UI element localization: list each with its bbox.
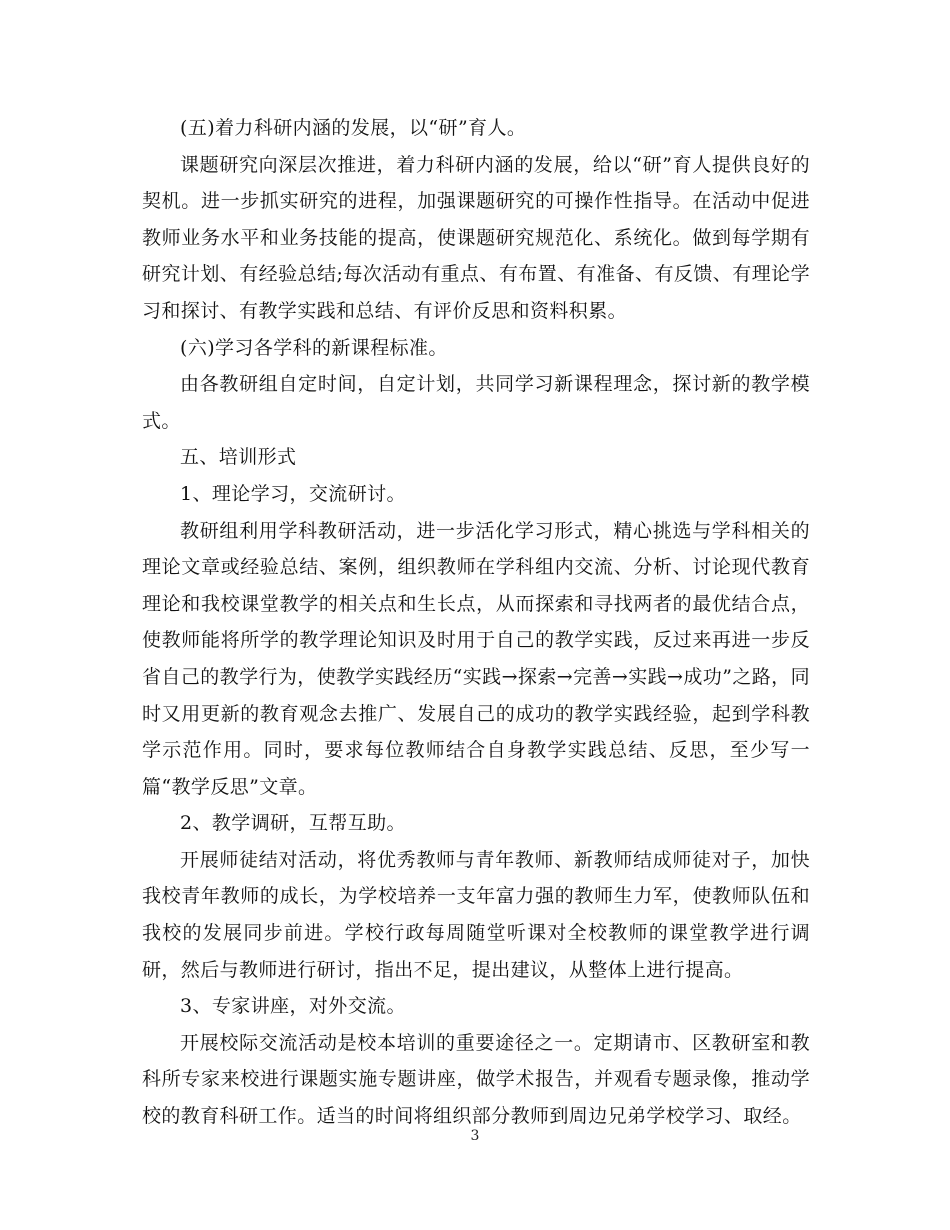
- subheading-teaching-research: 2、教学调研，互帮互助。: [180, 812, 406, 835]
- body-paragraph: 开展校际交流活动是校本培训的重要途径之一。定期请市、区教研室和教科所专家来校进行课题实施专题讲座，做学术报告，并观看专题录像，推动学校的教育科研工作。适当的时间将组织部分教师到周边兄弟学校学习、取经。: [142, 1031, 810, 1128]
- section-heading-five: (五)着力科研内涵的发展，以“研”育人。: [180, 117, 527, 139]
- section-heading-six: (六)学习各学科的新课程标准。: [180, 336, 448, 359]
- subheading-expert-lectures: 3、专家讲座，对外交流。: [180, 995, 406, 1018]
- page-number: 3: [470, 1128, 480, 1144]
- body-paragraph: 教研组利用学科教研活动，进一步活化学习形式，精心挑选与学科相关的理论文章或经验总结、案例，组织教师在学科组内交流、分析、讨论现代教育理论和我校课堂教学的相关点和生长点，从而探索和寻找两者的最优结合点，使教师能将所学的教学理论知识及时用于自己的教学实践，反过来再进一步反省自己的教学行为，使教学实践经历“实践→探索→完善→实践→成功”之路，同时又用更新的教育观念去推广、发展自己的成功的教学实践经验，起到学科教学示范作用。同时，要求每位教师结合自身教学实践总结、反思，至少写一篇“教学反思”文章。: [142, 519, 810, 798]
- body-paragraph: 课题研究向深层次推进，着力科研内涵的发展，给以“研”育人提供良好的契机。进一步抓实研究的进程，加强课题研究的可操作性指导。在活动中促进教师业务水平和业务技能的提高，使课题研究规范化、系统化。做到每学期有研究计划、有经验总结;每次活动有重点、有布置、有准备、有反馈、有理论学习和探讨、有教学实践和总结、有评价反思和资料积累。: [142, 153, 810, 322]
- document-body: [142, 110, 810, 1135]
- chapter-heading-training-forms: 五、培训形式: [180, 446, 297, 469]
- body-paragraph: 由各教研组自定时间，自定计划，共同学习新课程理念，探讨新的教学模式。: [142, 373, 810, 432]
- subheading-theory-study: 1、理论学习，交流研讨。: [180, 482, 406, 505]
- body-paragraph: 开展师徒结对活动，将优秀教师与青年教师、新教师结成师徒对子，加快我校青年教师的成长，为学校培养一支年富力强的教师生力军，使教师队伍和我校的发展同步前进。学校行政每周随堂听课对全校教师的课堂教学进行调研，然后与教师进行研讨，指出不足，提出建议，从整体上进行提高。: [142, 848, 810, 981]
